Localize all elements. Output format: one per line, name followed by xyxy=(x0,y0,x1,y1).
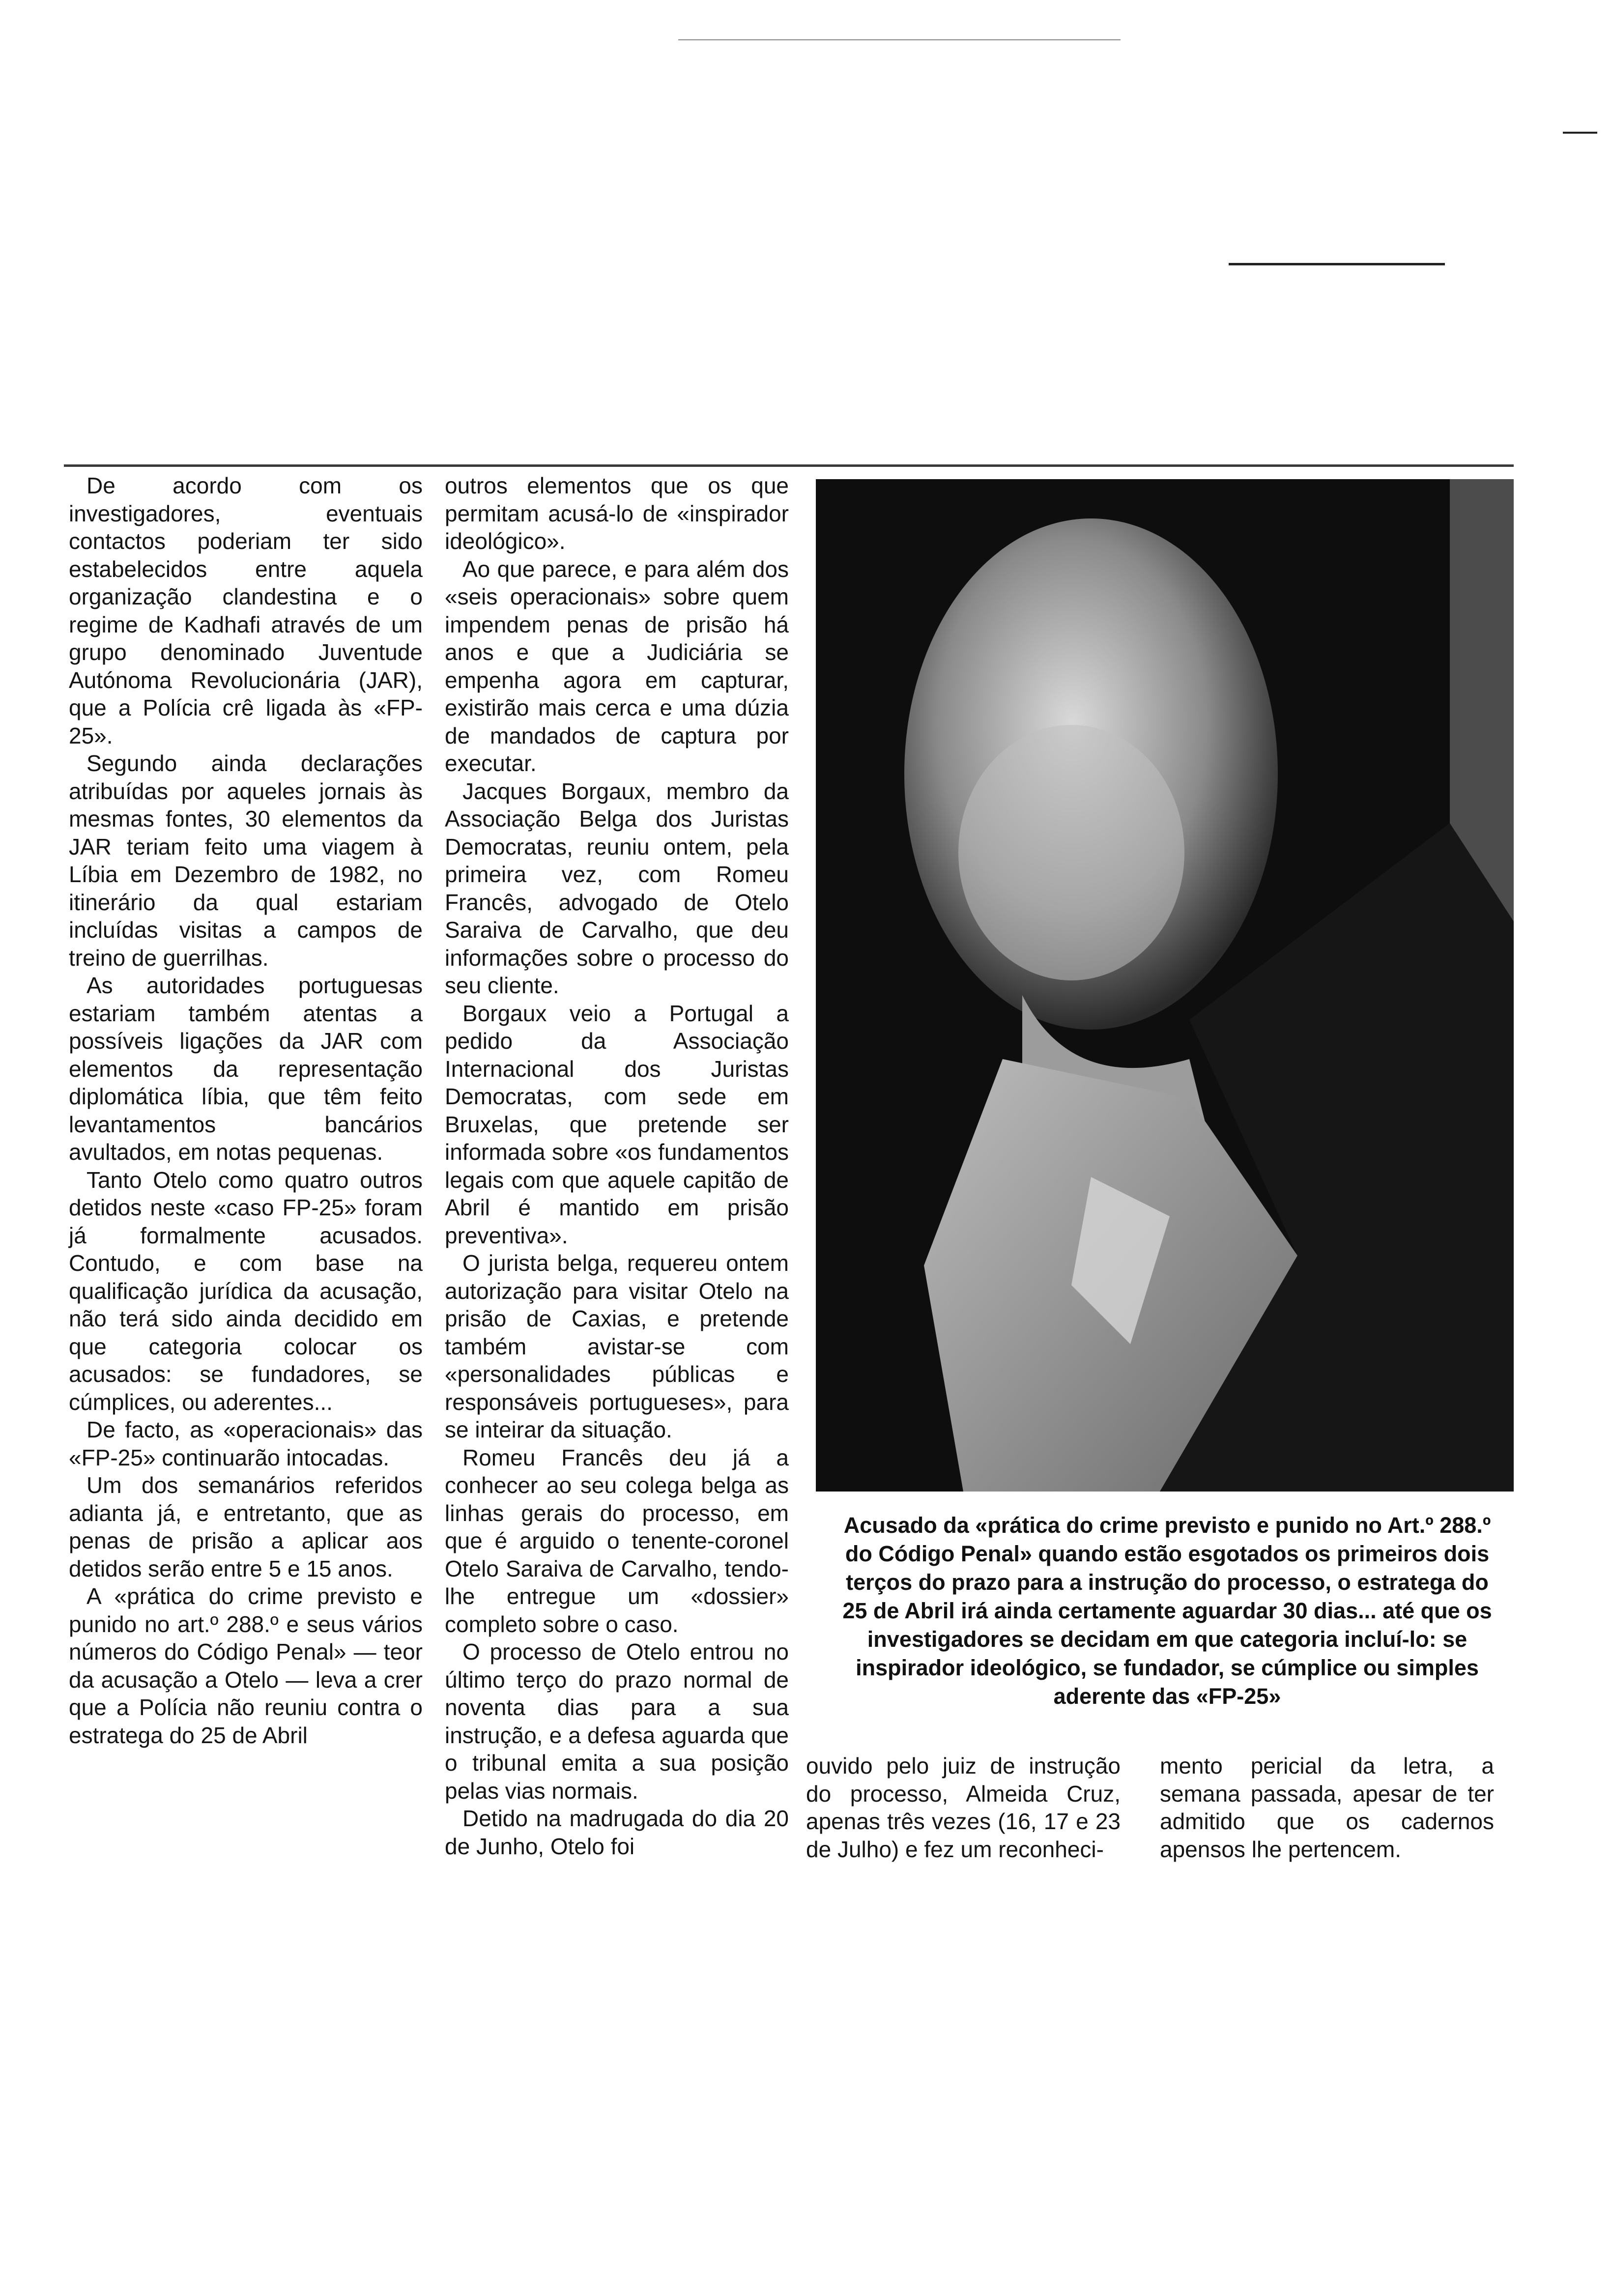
article-column-4 xyxy=(1160,1752,1494,1863)
paragraph: Tanto Otelo como quatro outros detidos neste «caso FP-25» foram já formalmente acusados. Contudo, e com base na qualificação jurídica da acusação, não terá sido ainda decidido em que categoria colocar os acusados: se fundadores, se cúmplices, ou aderentes... xyxy=(69,1167,423,1415)
portrait-photo xyxy=(816,479,1514,1492)
paragraph: O jurista belga, requereu ontem autorização para visitar Otelo na prisão de Caxias, e pretende também avistar-se com «personalidades públicas e responsáveis portugueses», para se inteirar da situação. xyxy=(445,1250,789,1442)
paragraph: De acordo com os investigadores, eventuais contactos poderiam ter sido estabelecidos entre aquela organização clandestina e o regime de Kadhafi através de um grupo denominado Juventude Autónoma Revolucionária (JAR), que a Polícia crê ligada às «FP-25». xyxy=(69,473,423,748)
paragraph: O processo de Otelo entrou no último terço do prazo normal de noventa dias para a sua instrução, e a defesa aguarda que o tribunal emita a sua posição pelas vias normais. xyxy=(445,1639,789,1804)
article-column-3 xyxy=(806,1752,1121,1863)
clipping-top-border xyxy=(64,464,1514,467)
article-column-2 xyxy=(445,472,789,1860)
scan-mark xyxy=(1229,263,1445,265)
paragraph: ouvido pelo juiz de instrução do processo, Almeida Cruz, apenas três vezes (16, 17 e 23 de Julho) e fez um reconheci- xyxy=(806,1753,1121,1862)
paragraph: mento pericial da letra, a semana passada, apesar de ter admitido que os cadernos apensos lhe pertencem. xyxy=(1160,1753,1494,1862)
paragraph: As autoridades portuguesas estariam também atentas a possíveis ligações da JAR com elementos da representação diplomática líbia, que têm feito levantamentos bancários avultados, em notas pequenas. xyxy=(69,973,423,1165)
paragraph: Jacques Borgaux, membro da Associação Belga dos Juristas Democratas, reuniu ontem, pela primeira vez, com Romeu Francês, advogado de Otelo Saraiva de Carvalho, que deu informações sobre o processo do seu cliente. xyxy=(445,778,789,998)
paragraph: Detido na madrugada do dia 20 de Junho, Otelo foi xyxy=(445,1806,789,1859)
paragraph: De facto, as «operacionais» das «FP-25» continuarão intocadas. xyxy=(69,1417,423,1470)
photo-caption: Acusado da «prática do crime previsto e punido no Art.º 288.º do Código Penal» quando estão esgotados os primeiros dois terços do prazo para a instrução do processo, o estratega do 25 de Abril irá ainda certamente aguardar 30 dias... até que os investigadores se decidam em que categoria incluí-lo: se inspirador ideológico, se fundador, se cúmplice ou simples aderente das «FP-25» xyxy=(842,1513,1492,1709)
paragraph: Segundo ainda declarações atribuídas por aqueles jornais às mesmas fontes, 30 elementos da JAR teriam feito uma viagem à Líbia em Dezembro de 1982, no itinerário da qual estariam incluídas visitas a campos de treino de guerrilhas. xyxy=(69,750,423,971)
article-column-1 xyxy=(69,472,423,1749)
scan-mark xyxy=(1563,132,1597,134)
paragraph: Borgaux veio a Portugal a pedido da Associação Internacional dos Juristas Democratas, com sede em Bruxelas, que pretende ser informada sobre «os fundamentos legais com que aquele capitão de Abril é mantido em prisão preventiva». xyxy=(445,1000,789,1248)
paragraph: Romeu Francês deu já a conhecer ao seu colega belga as linhas gerais do processo, em que é arguido o tenente-coronel Otelo Saraiva de Carvalho, tendo-lhe entregue um «dossier» completo sobre o caso. xyxy=(445,1444,789,1637)
paragraph: A «prática do crime previsto e punido no art.º 288.º e seus vários números do Código Penal» — teor da acusação a Otelo — leva a crer que a Polícia não reuniu contra o estratega do 25 de Abril xyxy=(69,1583,423,1748)
paragraph: Ao que parece, e para além dos «seis operacionais» sobre quem impendem penas de prisão há anos e que a Judiciária se empenha agora em capturar, existirão mais cerca e uma dúzia de mandados de captura por executar. xyxy=(445,556,789,776)
paragraph: outros elementos que os que permitam acusá-lo de «inspirador ideológico». xyxy=(445,473,789,554)
paragraph: Um dos semanários referidos adianta já, e entretanto, que as penas de prisão a aplicar aos detidos serão entre 5 e 15 anos. xyxy=(69,1472,423,1581)
scan-mark xyxy=(678,39,1121,40)
